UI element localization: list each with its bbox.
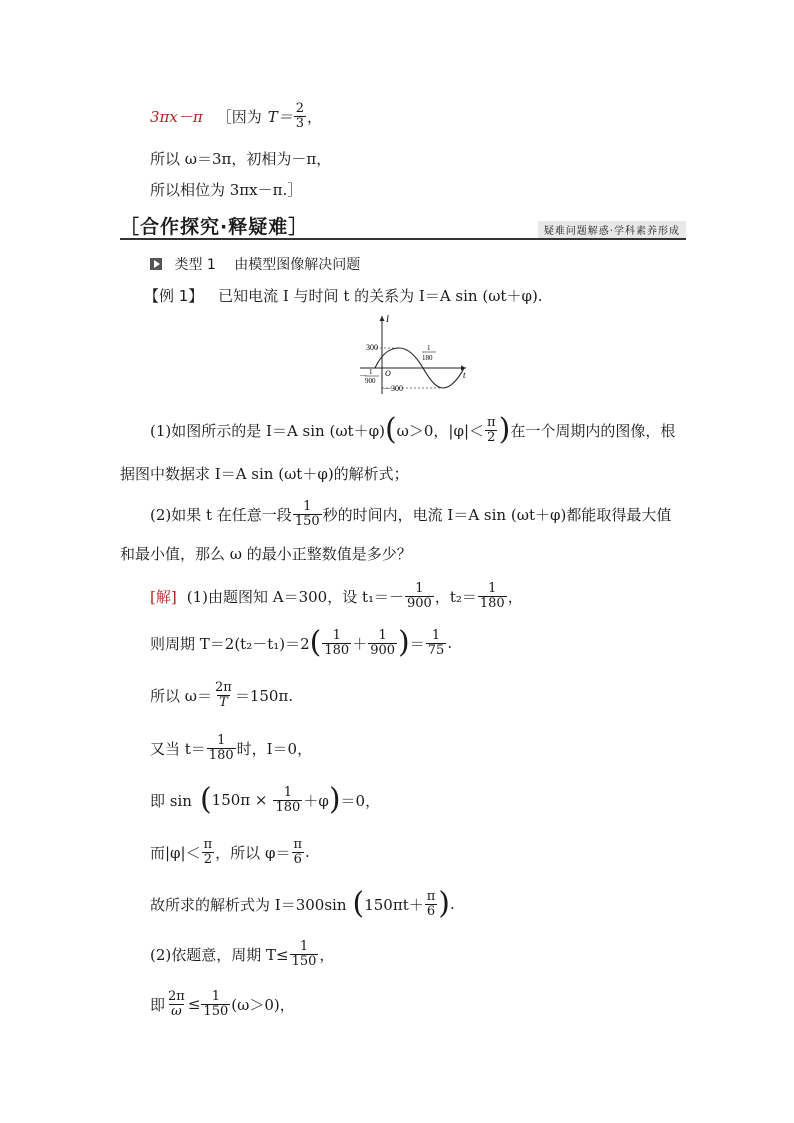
play-triangle-icon [150,258,162,270]
fraction [368,629,397,657]
fraction-numerator: π [487,414,496,430]
q1-condition: ω＞0，|φ|＜ [396,421,485,440]
type-heading [150,254,360,274]
t2-numerator: 1 [427,344,431,352]
solution-text: ＝ [409,634,425,653]
solution-text: 则周期 T＝2(t₂－t₁)＝2 [150,634,310,653]
solution-line-2 [150,623,452,663]
fraction [322,629,351,657]
solution-text: 150πt＋ [364,895,424,914]
solution-text: ＋ [352,634,368,653]
fraction-denominator: 900 [370,642,396,658]
type-title: 由模型图像解决问题 [234,257,361,273]
paren-open: ( [352,886,365,921]
fraction-numerator: 2π [215,679,232,695]
solution-text: ， [507,587,523,606]
fraction-denominator: 75 [427,642,445,658]
solution-line-5 [150,780,380,820]
q2-text-a: (2)如果 t 在任意一段 [150,505,292,524]
fraction-denominator: 6 [293,851,302,867]
t2-denominator: 180 [422,354,433,362]
solution-text: ，所以 φ＝ [215,843,291,862]
q1-line-1 [150,410,675,450]
sine-graph [352,312,472,396]
fraction-denominator: 180 [208,747,234,763]
fraction-numerator: 1 [415,580,424,596]
solution-text: ，t₂＝ [434,587,477,606]
type-label: 类型 1 [174,257,216,273]
q2-text-b: 秒的时间内，电流 I＝A sin (ωt＋φ)都能取得最大值 [322,505,672,524]
fraction [291,838,304,866]
y-bottom-label: －300 [383,384,403,393]
section-header [120,212,686,240]
fraction-denominator: 2 [487,429,496,445]
fraction-numerator: π [426,888,436,904]
solution-text: ＝0， [340,791,381,810]
solution-text: . [450,895,455,913]
solution-line-6 [150,832,310,872]
y-axis-label: I [386,314,389,324]
section-tag: 疑难问题解惑·学科素养形成 [538,221,686,238]
solution-text: 即 sin [150,791,192,810]
solution-text: 又当 t＝ [150,739,206,758]
intro-line-2: 所以 ω＝3π，初相为－π， [150,150,332,168]
q1-text-a: (1)如图所示的是 I＝A sin (ωt＋φ) [150,421,385,440]
fraction-numerator: 1 [378,627,387,643]
intro-comma: ， [307,107,323,126]
t1-sign: － [359,371,367,380]
solution-line-4 [150,728,312,768]
fraction [293,500,322,528]
fraction [290,940,319,968]
fraction-denominator: 150 [294,513,320,529]
solution-text: . [447,634,453,652]
fraction-denominator: T [219,694,228,710]
fraction-numerator: 1 [211,988,220,1004]
fraction-denominator: 150 [203,1003,229,1019]
fraction [201,990,230,1018]
paren-close: ) [328,782,341,817]
fraction-denominator: 2 [203,851,213,867]
solution-text: (2)依题意，周期 T≤ [150,945,289,964]
intro-red-phase: 3πx－π [150,107,203,126]
fraction [485,416,498,444]
fraction-numerator: π [293,836,302,852]
solution-line-8 [150,934,334,974]
fraction-numerator: 2π [168,988,185,1004]
paren-close: ) [398,625,410,660]
fraction-denominator: 3 [295,115,305,131]
solution-text: ＋φ [303,791,329,810]
fraction [405,582,434,610]
example-statement [144,285,543,306]
y-top-label: 300 [366,343,378,352]
fraction [425,890,438,918]
q1-text-b: 在一个周期内的图像，根 [510,421,676,440]
solution-text: 故所求的解析式为 I＝300sin [150,895,347,914]
paren-open: ( [199,782,212,817]
t1-numerator: 1 [369,368,373,376]
fraction-numerator: 1 [332,627,341,643]
solution-line-9 [150,984,295,1024]
solution-line-3 [150,675,293,715]
fraction [273,786,302,814]
fraction-numerator: 1 [283,784,293,800]
solution-text: . [305,843,310,861]
x-axis-label: t [463,370,466,380]
intro-bracket-text: ［因为 [216,107,262,126]
solution-text: 所以 ω＝ [150,686,212,705]
intro-line-1 [150,96,322,136]
q2-line-1 [150,494,671,534]
solution-text: 150π × [211,791,268,809]
fraction-numerator: 1 [303,498,312,514]
example-text: 已知电流 I 与时间 t 的关系为 I＝A sin (ωt＋φ). [218,287,543,305]
fraction-denominator: 180 [324,642,350,658]
paren-open: ( [384,412,397,447]
t1-denominator: 900 [365,377,376,385]
fraction-numerator: 1 [217,732,226,748]
section-title: ［合作探究·释疑难］ [120,216,309,238]
fraction [202,838,215,866]
paren-open: ( [309,625,322,660]
solution-text: 即 [150,995,166,1014]
fraction [207,734,236,762]
fraction-denominator: 180 [479,595,505,611]
solution-text: ≤ [187,995,201,1013]
y-axis-arrow [380,316,385,321]
solution-label: [解] [150,587,177,606]
solution-text: ＝150π. [234,686,294,705]
fraction [166,990,187,1018]
fraction-denominator: 900 [407,595,432,611]
fraction-denominator: 150 [291,953,317,969]
fraction [294,102,306,130]
fraction-numerator: 1 [299,938,309,954]
q2-line-2: 和最小值，那么 ω 的最小正整数值是多少？ [120,545,412,563]
fraction-denominator: ω [171,1003,182,1019]
solution-text: 而|φ|＜ [150,843,201,862]
solution-text: ， [319,945,335,964]
fraction-numerator: 1 [431,627,441,643]
paren-close: ) [498,412,511,447]
solution-text: (1)由题图知 A＝300，设 t₁＝－ [186,587,405,606]
solution-line-1 [150,576,523,616]
fraction [213,681,234,709]
q1-line-2: 据图中数据求 I＝A sin (ωt＋φ)的解析式； [120,465,409,483]
intro-t-eq: T＝ [267,107,293,126]
fraction [478,582,507,610]
solution-line-7 [150,884,455,924]
fraction-denominator: 180 [275,799,301,815]
paren-close: ) [438,886,450,921]
fraction-denominator: 6 [426,903,436,919]
fraction-numerator: 2 [295,100,305,116]
solution-text: 时，I＝0， [236,739,313,758]
fraction [426,629,447,657]
intro-line-3: 所以相位为 3πx－π.］ [150,181,303,199]
fraction-numerator: π [203,836,213,852]
solution-text: (ω＞0)， [231,995,295,1014]
origin-label: O [385,369,391,378]
example-label: 【例 1】 [144,287,204,305]
fraction-numerator: 1 [488,580,497,596]
